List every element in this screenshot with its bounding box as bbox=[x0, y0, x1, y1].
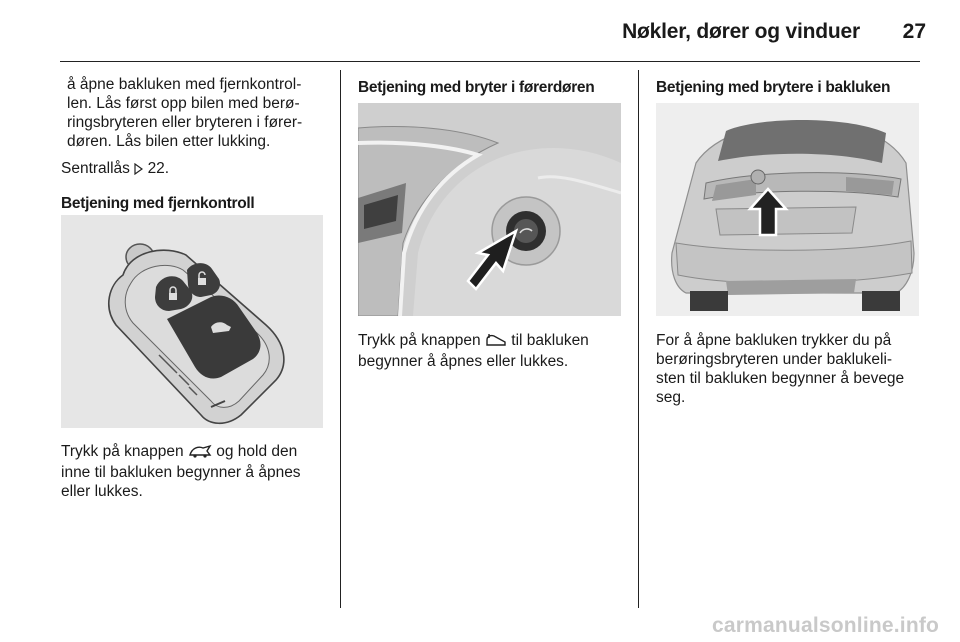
section-heading-tailgate: Betjening med brytere i bakluken bbox=[656, 79, 891, 96]
section-heading-door: Betjening med bryter i førerdøren bbox=[358, 79, 595, 96]
column-divider-1 bbox=[340, 70, 341, 608]
text-line: døren. Lås bilen etter lukking. bbox=[67, 133, 271, 150]
header-divider bbox=[60, 61, 920, 62]
text-line: seg. bbox=[656, 389, 686, 406]
text-line: å åpne bakluken med fjernkontrol- bbox=[67, 76, 302, 93]
key-fob-figure bbox=[61, 215, 323, 428]
column-divider-2 bbox=[638, 70, 639, 608]
xref-label: Sentrallås bbox=[61, 160, 130, 177]
text-line: berøringsbryteren under baklukeli- bbox=[656, 351, 893, 368]
tailgate-body bbox=[656, 331, 931, 407]
caption-line: begynner å åpnes eller lukkes. bbox=[358, 353, 569, 370]
door-switch-figure bbox=[358, 103, 621, 316]
caption-line bbox=[61, 442, 336, 463]
caption-line bbox=[358, 331, 633, 352]
intro-paragraph bbox=[61, 75, 331, 151]
page-title: Nøkler, dører og vinduer bbox=[622, 20, 860, 43]
caption-line: inne til bakluken begynner å åpnes bbox=[61, 464, 301, 481]
door-caption bbox=[358, 331, 633, 371]
caption-line: eller lukkes. bbox=[61, 483, 143, 500]
text-line: ringsbryteren eller bryteren i fører- bbox=[67, 114, 303, 131]
caption-text: Trykk på knappen bbox=[358, 332, 481, 349]
column-3 bbox=[656, 78, 926, 97]
section-heading-remote: Betjening med fjernkontroll bbox=[61, 195, 255, 212]
cross-reference[interactable] bbox=[61, 159, 331, 180]
triangle-right-icon bbox=[134, 161, 143, 180]
text-line: For å åpne bakluken trykker du på bbox=[656, 332, 892, 349]
caption-text: Trykk på knappen bbox=[61, 443, 184, 460]
xref-page: 22. bbox=[147, 160, 170, 177]
column-1 bbox=[61, 75, 331, 213]
text-line: sten til bakluken begynner å bevege bbox=[656, 370, 905, 387]
text-line: len. Lås først opp bilen med berø- bbox=[67, 95, 300, 112]
remote-caption bbox=[61, 442, 336, 501]
caption-text: til bakluken bbox=[506, 332, 589, 349]
tailgate-icon bbox=[485, 333, 507, 352]
tailgate-switch-figure bbox=[656, 103, 919, 316]
caption-text: og hold den bbox=[211, 443, 298, 460]
car-trunk-icon bbox=[188, 444, 212, 463]
column-2 bbox=[358, 78, 628, 97]
watermark: carmanualsonline.info bbox=[712, 614, 940, 637]
page-number: 27 bbox=[902, 20, 926, 43]
